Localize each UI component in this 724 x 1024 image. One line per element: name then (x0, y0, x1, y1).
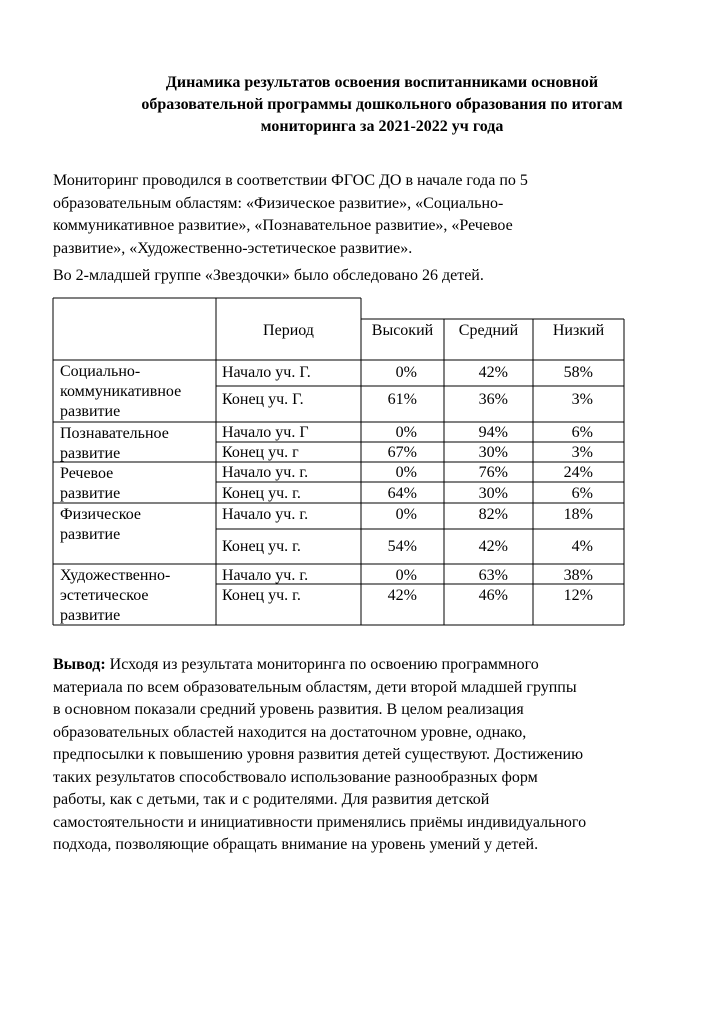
period-cell: Конец уч. г. (222, 587, 301, 604)
conclusion-line: самостоятельности и инициативности применялись приёмы индивидуального (53, 813, 587, 831)
value-medium: 46% (478, 587, 508, 604)
value-medium: 76% (478, 464, 508, 481)
header-medium: Средний (458, 322, 519, 339)
conclusion-text: Исходя из результата мониторинга по освоению программного (105, 656, 539, 673)
period-cell: Начало уч. г. (222, 464, 309, 481)
period-cell: Конец уч. Г. (222, 391, 304, 408)
period-cell: Начало уч. Г. (222, 364, 311, 381)
intro-line: образовательным областям: «Физическое развитие», «Социально- (53, 194, 504, 212)
value-low: 6% (571, 485, 593, 502)
value-low: 58% (563, 364, 593, 381)
conclusion-paragraph (53, 654, 586, 857)
period-cell: Конец уч. г (222, 444, 299, 461)
conclusion-first-line (53, 654, 586, 677)
conclusion-line: материала по всем образовательным областям, дети второй младшей группы (53, 678, 577, 696)
value-low: 6% (571, 424, 593, 441)
value-high: 61% (387, 391, 417, 408)
header-low: Низкий (552, 322, 605, 339)
value-medium: 30% (478, 444, 508, 461)
value-medium: 82% (478, 506, 508, 523)
value-medium: 30% (478, 485, 508, 502)
value-high: 64% (387, 485, 417, 502)
conclusion-line: образовательных областей находится на достаточном уровне, однако, (53, 723, 527, 741)
value-high: 67% (387, 444, 417, 461)
area-label: Физическое развитие (60, 506, 141, 543)
intro-line: развитие», «Художественно-эстетическое развитие». (53, 239, 413, 257)
value-low: 18% (563, 506, 593, 523)
intro-line: Мониторинг проводился в соответствии ФГОС ДО в начале года по 5 (53, 172, 528, 189)
value-high: 0% (395, 464, 417, 481)
header-period: Период (263, 322, 314, 339)
conclusion-line: работы, как с детьми, так и с родителями. Для развития детской (53, 791, 490, 808)
intro-line: коммуникативное развитие», «Познавательное развитие», «Речевое (53, 217, 513, 234)
value-low: 3% (571, 444, 593, 461)
conclusion-line: подхода, позволяющие обращать внимание на уровень умений у детей. (53, 836, 539, 853)
conclusion-label: Вывод: (53, 656, 106, 673)
value-medium: 94% (478, 424, 508, 441)
header-high: Высокий (371, 322, 434, 339)
value-low: 4% (571, 538, 593, 555)
title-line: мониторинга за 2021-2022 уч года (260, 118, 504, 135)
value-high: 42% (387, 587, 417, 604)
title-line: Динамика результатов освоения воспитанниками основной (165, 74, 599, 91)
value-medium: 36% (478, 391, 508, 408)
area-label: Познавательное развитие (60, 425, 169, 462)
value-medium: 42% (478, 538, 508, 555)
value-high: 0% (395, 424, 417, 441)
period-cell: Начало уч. г. (222, 567, 309, 584)
area-label: Социально- коммуникативное развитие (60, 363, 182, 420)
conclusion-line: таких результатов способствовало использование разнообразных форм (53, 768, 538, 786)
period-cell: Конец уч. г. (222, 538, 301, 555)
group-info: Во 2-младшей группе «Звездочки» было обследовано 26 детей. (53, 267, 484, 284)
value-high: 0% (395, 506, 417, 523)
area-label: Речевое развитие (60, 465, 121, 502)
value-low: 12% (563, 587, 593, 604)
value-low: 3% (571, 391, 593, 408)
conclusion-line: предпосылки к повышению уровня развития детей существуют. Достижению (53, 746, 584, 763)
area-label: Художественно- эстетическое развитие (60, 567, 171, 624)
title-line: образовательной программы дошкольного образования по итогам (141, 96, 623, 113)
conclusion-line: в основном показали средний уровень развития. В целом реализация (53, 701, 524, 718)
value-medium: 63% (478, 567, 508, 584)
value-high: 0% (395, 567, 417, 584)
period-cell: Начало уч. г. (222, 506, 309, 523)
period-cell: Конец уч. г. (222, 485, 301, 502)
period-cell: Начало уч. Г (222, 424, 309, 441)
value-low: 24% (563, 464, 593, 481)
value-high: 54% (387, 538, 417, 555)
value-low: 38% (563, 567, 593, 584)
value-high: 0% (395, 364, 417, 381)
value-medium: 42% (478, 364, 508, 381)
